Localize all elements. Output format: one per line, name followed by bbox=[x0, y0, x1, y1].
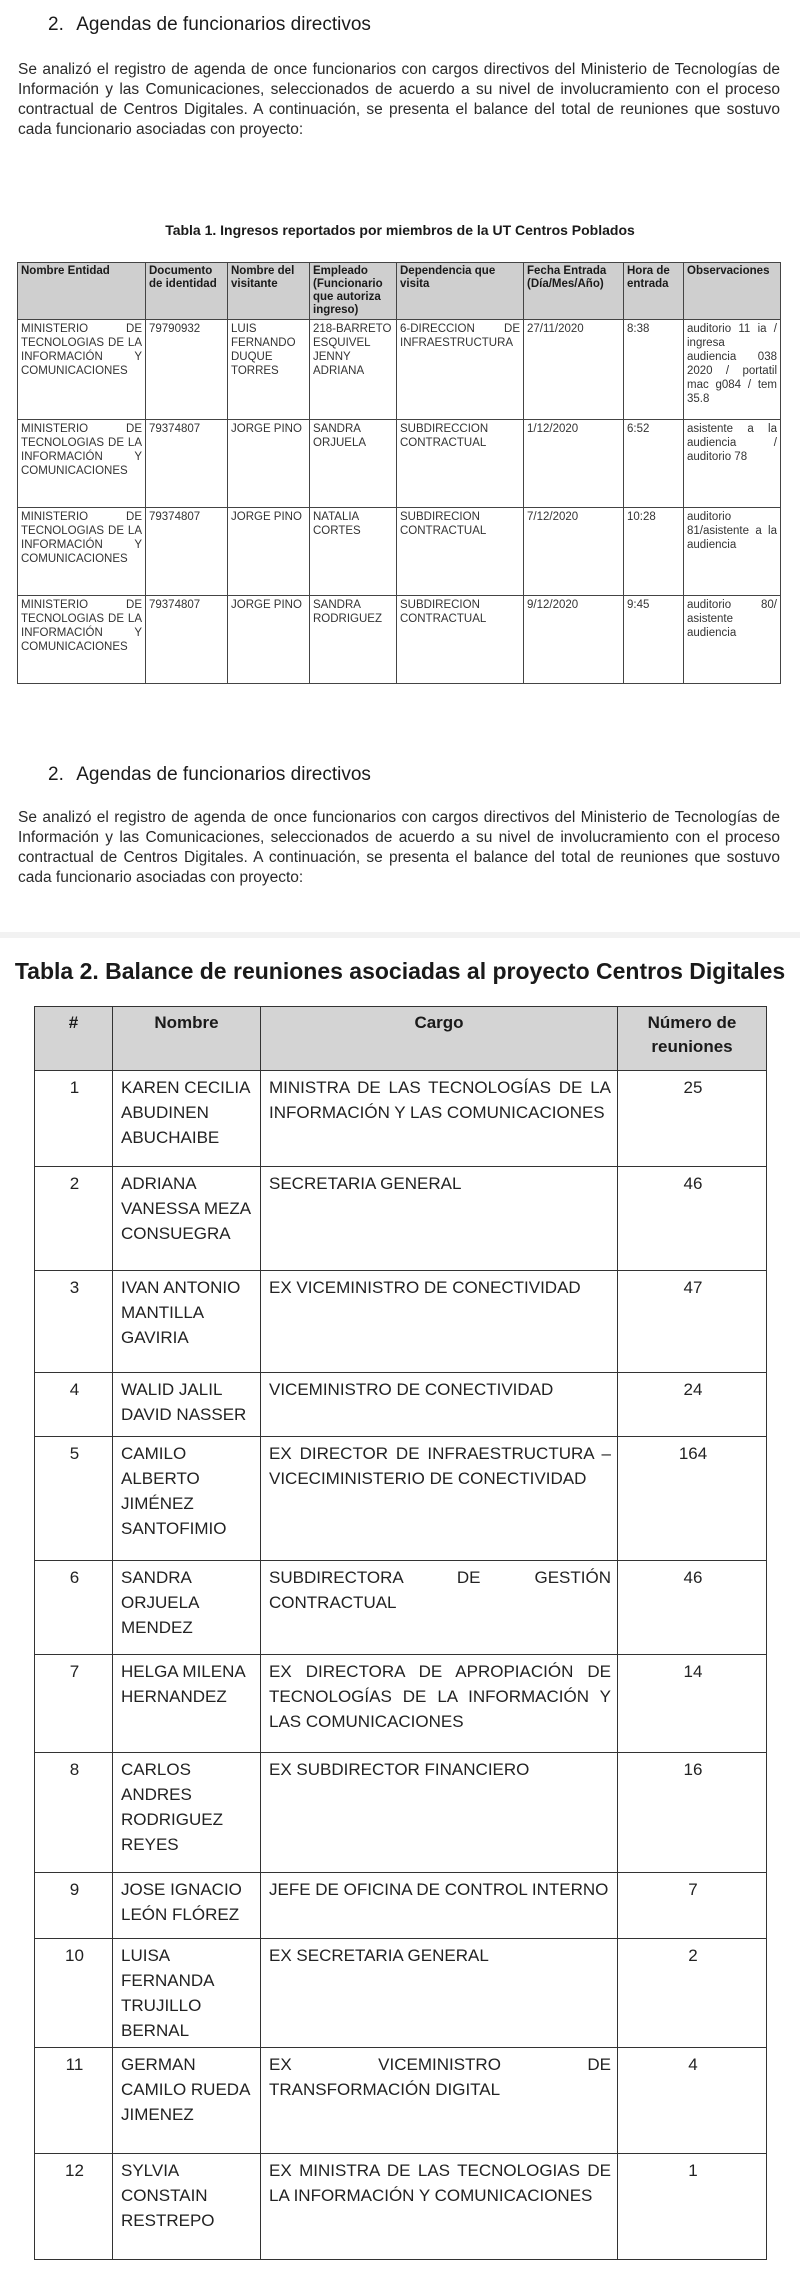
table-cell: JORGE PINO bbox=[228, 508, 310, 596]
table-cell: NATALIA CORTES bbox=[310, 508, 397, 596]
table-row bbox=[35, 1655, 767, 1753]
official-name: WALID JALIL DAVID NASSER bbox=[113, 1373, 261, 1437]
table-row bbox=[35, 1939, 767, 2048]
meeting-count: 14 bbox=[618, 1655, 767, 1753]
table-cell: auditorio 11 ia / ingresa audiencia 038 2020 / portatil mac g084 / tem 35.8 bbox=[684, 320, 781, 420]
section-paragraph: Se analizó el registro de agenda de once funcionarios con cargos directivos del Ministerio de Tecnologías de Información y las Comunicaciones, seleccionados de acuerdo a su nivel de involucramiento con el proceso contractual de Centros Digitales. A continuación, se presenta el balance del total de reuniones que sostuvo cada funcionario asociadas con proyecto: bbox=[18, 61, 780, 138]
official-position: JEFE DE OFICINA DE CONTROL INTERNO bbox=[261, 1873, 618, 1939]
meeting-count: 7 bbox=[618, 1873, 767, 1939]
official-name: GERMAN CAMILO RUEDA JIMENEZ bbox=[113, 2048, 261, 2154]
table-cell: SUBDIRECCION CONTRACTUAL bbox=[397, 420, 524, 508]
official-name: LUISA FERNANDA TRUJILLO BERNAL bbox=[113, 1939, 261, 2048]
table1-header-cell: Nombre del visitante bbox=[228, 263, 310, 320]
meeting-count: 25 bbox=[618, 1071, 767, 1167]
meeting-count: 2 bbox=[618, 1939, 767, 2048]
table-row bbox=[35, 1271, 767, 1373]
table-cell: JORGE PINO bbox=[228, 420, 310, 508]
row-number: 4 bbox=[35, 1373, 113, 1437]
row-number: 3 bbox=[35, 1271, 113, 1373]
table-cell: SANDRA ORJUELA bbox=[310, 420, 397, 508]
section-paragraph: Se analizó el registro de agenda de once funcionarios con cargos directivos del Ministerio de Tecnologías de Información y las Comunicaciones, seleccionados de acuerdo a su nivel de involucramiento con el proceso contractual de Centros Digitales. A continuación, se presenta el balance del total de reuniones que sostuvo cada funcionario asociadas con proyecto: bbox=[18, 809, 780, 886]
table2-header-cell: Nombre bbox=[113, 1007, 261, 1071]
row-number: 6 bbox=[35, 1561, 113, 1655]
table-cell: 218-BARRETO ESQUIVEL JENNY ADRIANA bbox=[310, 320, 397, 420]
table-row bbox=[35, 1071, 767, 1167]
table-cell: 79790932 bbox=[146, 320, 228, 420]
official-name: JOSE IGNACIO LEÓN FLÓREZ bbox=[113, 1873, 261, 1939]
table-row bbox=[35, 1753, 767, 1873]
row-number: 5 bbox=[35, 1437, 113, 1561]
table-cell: asistente a la audiencia / auditorio 78 bbox=[684, 420, 781, 508]
official-position: EX DIRECTORA DE APROPIACIÓN DE TECNOLOGÍAS DE LA INFORMACIÓN Y LAS COMUNICACIONES bbox=[261, 1655, 618, 1753]
official-name: SANDRA ORJUELA MENDEZ bbox=[113, 1561, 261, 1655]
table-cell: LUIS FERNANDO DUQUE TORRES bbox=[228, 320, 310, 420]
meeting-count: 164 bbox=[618, 1437, 767, 1561]
row-number: 9 bbox=[35, 1873, 113, 1939]
table1-header-cell: Hora de entrada bbox=[624, 263, 684, 320]
table-cell: JORGE PINO bbox=[228, 596, 310, 684]
table-cell: auditorio 81/asistente a la audiencia bbox=[684, 508, 781, 596]
table-cell: 8:38 bbox=[624, 320, 684, 420]
table2-header-cell: Cargo bbox=[261, 1007, 618, 1071]
table-cell: 10:28 bbox=[624, 508, 684, 596]
meeting-count: 47 bbox=[618, 1271, 767, 1373]
table-row bbox=[35, 1437, 767, 1561]
official-position: EX VICEMINISTRO DE TRANSFORMACIÓN DIGITAL bbox=[261, 2048, 618, 2154]
table1-header-cell: Nombre Entidad bbox=[18, 263, 146, 320]
official-name: KAREN CECILIA ABUDINEN ABUCHAIBE bbox=[113, 1071, 261, 1167]
section-heading bbox=[48, 14, 371, 36]
table-cell: 6:52 bbox=[624, 420, 684, 508]
table1-header-cell: Fecha Entrada (Día/Mes/Año) bbox=[524, 263, 624, 320]
table2-header-cell: # bbox=[35, 1007, 113, 1071]
section-title: Agendas de funcionarios directivos bbox=[76, 764, 371, 785]
official-name: SYLVIA CONSTAIN RESTREPO bbox=[113, 2154, 261, 2260]
meeting-count: 46 bbox=[618, 1561, 767, 1655]
meeting-count: 46 bbox=[618, 1167, 767, 1271]
table1-caption: Tabla 1. Ingresos reportados por miembros de la UT Centros Poblados bbox=[165, 222, 635, 238]
table-cell: 1/12/2020 bbox=[524, 420, 624, 508]
official-position: VICEMINISTRO DE CONECTIVIDAD bbox=[261, 1373, 618, 1437]
section-number: 2. bbox=[48, 14, 64, 35]
table1-header-cell: Empleado (Funcionario que autoriza ingreso) bbox=[310, 263, 397, 320]
official-position: EX MINISTRA DE LAS TECNOLOGIAS DE LA INFORMACIÓN Y COMUNICACIONES bbox=[261, 2154, 618, 2260]
table-row bbox=[35, 1561, 767, 1655]
table-row bbox=[18, 508, 781, 596]
page-divider bbox=[0, 932, 800, 938]
official-position: SUBDIRECTORA DE GESTIÓN CONTRACTUAL bbox=[261, 1561, 618, 1655]
meeting-count: 4 bbox=[618, 2048, 767, 2154]
table-row bbox=[18, 320, 781, 420]
row-number: 2 bbox=[35, 1167, 113, 1271]
row-number: 7 bbox=[35, 1655, 113, 1753]
table1-header-row bbox=[18, 263, 781, 320]
table-cell: 7/12/2020 bbox=[524, 508, 624, 596]
table-cell: MINISTERIO DE TECNOLOGIAS DE LA INFORMACIÓN Y COMUNICACIONES bbox=[18, 508, 146, 596]
official-name: HELGA MILENA HERNANDEZ bbox=[113, 1655, 261, 1753]
table-cell: auditorio 80/ asistente audiencia bbox=[684, 596, 781, 684]
row-number: 8 bbox=[35, 1753, 113, 1873]
row-number: 11 bbox=[35, 2048, 113, 2154]
official-position: EX SECRETARIA GENERAL bbox=[261, 1939, 618, 2048]
table-cell: SUBDIRECION CONTRACTUAL bbox=[397, 596, 524, 684]
official-position: EX DIRECTOR DE INFRAESTRUCTURA – VICECIMINISTERIO DE CONECTIVIDAD bbox=[261, 1437, 618, 1561]
official-name: ADRIANA VANESSA MEZA CONSUEGRA bbox=[113, 1167, 261, 1271]
section-number: 2. bbox=[48, 764, 64, 785]
table-row bbox=[35, 2154, 767, 2260]
table1-header-cell: Observaciones bbox=[684, 263, 781, 320]
table-row bbox=[35, 1167, 767, 1271]
table2-header-cell: Número de reuniones bbox=[618, 1007, 767, 1071]
official-position: MINISTRA DE LAS TECNOLOGÍAS DE LA INFORMACIÓN Y LAS COMUNICACIONES bbox=[261, 1071, 618, 1167]
section-heading bbox=[48, 764, 371, 786]
table-cell: MINISTERIO DE TECNOLOGIAS DE LA INFORMACIÓN Y COMUNICACIONES bbox=[18, 420, 146, 508]
table-cell: 9:45 bbox=[624, 596, 684, 684]
meeting-count: 24 bbox=[618, 1373, 767, 1437]
table-cell: 79374807 bbox=[146, 508, 228, 596]
table-row bbox=[35, 1373, 767, 1437]
official-position: EX VICEMINISTRO DE CONECTIVIDAD bbox=[261, 1271, 618, 1373]
official-position: EX SUBDIRECTOR FINANCIERO bbox=[261, 1753, 618, 1873]
table-row bbox=[18, 596, 781, 684]
row-number: 12 bbox=[35, 2154, 113, 2260]
table-cell: MINISTERIO DE TECNOLOGIAS DE LA INFORMACIÓN Y COMUNICACIONES bbox=[18, 320, 146, 420]
meeting-count: 1 bbox=[618, 2154, 767, 2260]
table1-header-cell: Documento de identidad bbox=[146, 263, 228, 320]
table-cell: 79374807 bbox=[146, 420, 228, 508]
section-title: Agendas de funcionarios directivos bbox=[76, 14, 371, 35]
official-name: CAMILO ALBERTO JIMÉNEZ SANTOFIMIO bbox=[113, 1437, 261, 1561]
table1-header-cell: Dependencia que visita bbox=[397, 263, 524, 320]
table-row bbox=[35, 1873, 767, 1939]
table-row bbox=[18, 420, 781, 508]
meeting-count: 16 bbox=[618, 1753, 767, 1873]
table-cell: SANDRA RODRIGUEZ bbox=[310, 596, 397, 684]
table-cell: 9/12/2020 bbox=[524, 596, 624, 684]
table-cell: SUBDIRECION CONTRACTUAL bbox=[397, 508, 524, 596]
table-cell: 6-DIRECCION DE INFRAESTRUCTURA bbox=[397, 320, 524, 420]
table-row bbox=[35, 2048, 767, 2154]
table-cell: 27/11/2020 bbox=[524, 320, 624, 420]
table-cell: 79374807 bbox=[146, 596, 228, 684]
table2-header-row bbox=[35, 1007, 767, 1071]
official-name: CARLOS ANDRES RODRIGUEZ REYES bbox=[113, 1753, 261, 1873]
table1 bbox=[17, 262, 781, 684]
row-number: 1 bbox=[35, 1071, 113, 1167]
table-cell: MINISTERIO DE TECNOLOGIAS DE LA INFORMACIÓN Y COMUNICACIONES bbox=[18, 596, 146, 684]
table2 bbox=[34, 1006, 767, 2260]
official-position: SECRETARIA GENERAL bbox=[261, 1167, 618, 1271]
table2-caption: Tabla 2. Balance de reuniones asociadas al proyecto Centros Digitales bbox=[14, 958, 786, 984]
official-name: IVAN ANTONIO MANTILLA GAVIRIA bbox=[113, 1271, 261, 1373]
row-number: 10 bbox=[35, 1939, 113, 2048]
